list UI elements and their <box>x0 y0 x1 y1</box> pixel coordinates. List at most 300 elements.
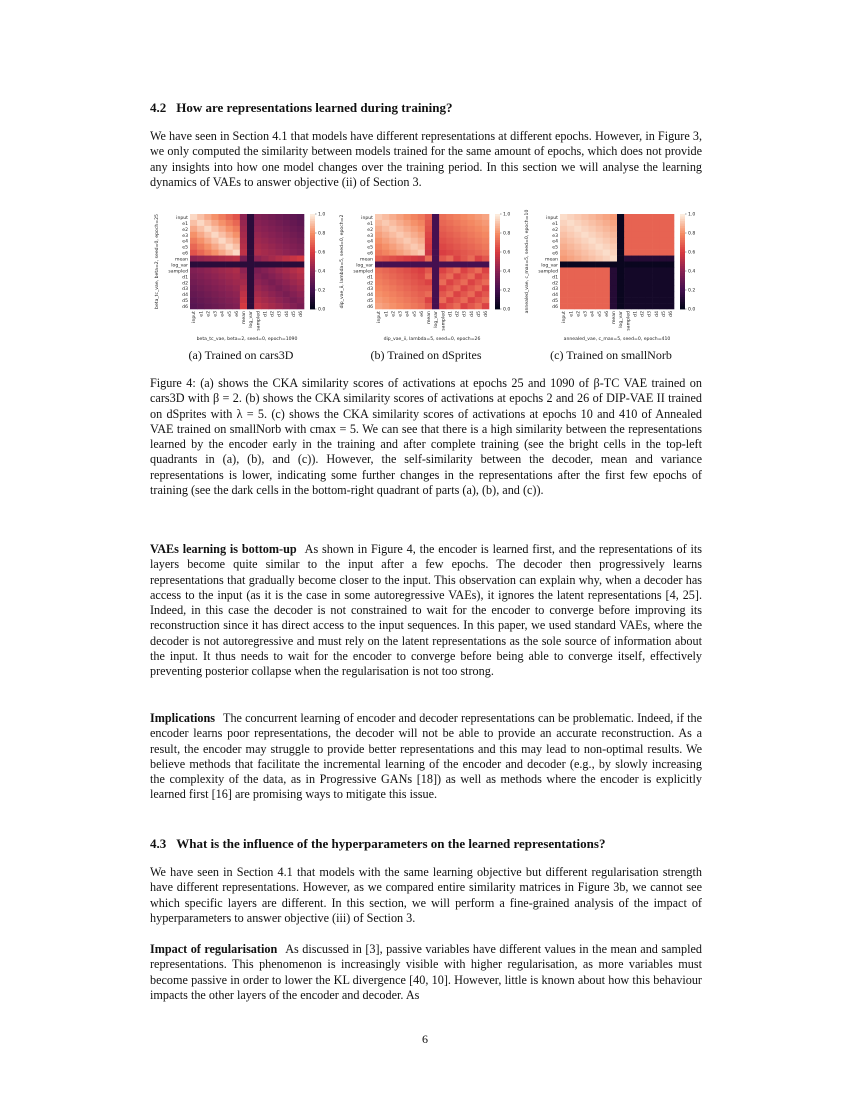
heatmap-cell <box>204 267 211 273</box>
heatmap-cell <box>624 291 631 297</box>
heatmap-cell <box>432 232 439 238</box>
heatmap-cell <box>425 303 432 309</box>
colorbar-segment <box>495 266 500 269</box>
heatmap-cell <box>653 220 660 226</box>
heatmap-cell <box>268 273 275 279</box>
heatmap-cell <box>197 291 204 297</box>
heatmap-cell <box>631 303 638 309</box>
heatmap-cell <box>446 256 453 262</box>
heatmap-cell <box>425 214 432 220</box>
heatmap-cell <box>610 267 617 273</box>
subcaption-a: (a) Trained on cars3D <box>188 348 294 362</box>
heatmap-cell <box>276 232 283 238</box>
row-tick-label: input <box>546 215 558 221</box>
heatmap-cell <box>219 244 226 250</box>
heatmap-cell <box>197 214 204 220</box>
heatmap-cell <box>211 297 218 303</box>
heatmap-cell <box>204 279 211 285</box>
colorbar-segment <box>680 283 685 286</box>
heatmap-cell <box>560 238 567 244</box>
heatmap-cell <box>219 291 226 297</box>
heatmap-cell <box>254 214 261 220</box>
heatmap-cell <box>233 267 240 273</box>
colorbar-segment <box>310 285 315 288</box>
heatmap-cell <box>240 256 247 262</box>
heatmap-cell <box>446 303 453 309</box>
heatmap-cell <box>453 291 460 297</box>
column-tick-label: e3 <box>398 311 404 317</box>
heatmap-cell <box>290 244 297 250</box>
heatmap-cell <box>638 262 645 268</box>
heatmap-cell <box>268 256 275 262</box>
colorbar-segment <box>310 228 315 231</box>
colorbar-segment <box>495 257 500 260</box>
heatmap-cell <box>589 238 596 244</box>
colorbar-segment <box>680 302 685 305</box>
heatmap-cell <box>660 291 667 297</box>
colorbar-segment <box>310 250 315 253</box>
heatmap-cell <box>382 262 389 268</box>
row-tick-label: d3 <box>367 287 373 293</box>
heatmap-cell <box>382 297 389 303</box>
colorbar-segment <box>310 295 315 298</box>
heatmap-cell <box>261 285 268 291</box>
heatmap-cell <box>396 285 403 291</box>
column-tick-label: sampled <box>626 311 632 331</box>
heatmap-cell <box>660 238 667 244</box>
heatmap-cell <box>389 244 396 250</box>
heatmap-cell <box>254 291 261 297</box>
row-tick-label: d4 <box>552 293 558 299</box>
heatmap-cell <box>574 267 581 273</box>
heatmap-cell <box>204 285 211 291</box>
column-tick-label: d1 <box>263 311 269 317</box>
heatmap-cell <box>404 226 411 232</box>
heatmap-cell <box>653 250 660 256</box>
heatmap-cell <box>610 226 617 232</box>
heatmap-cell <box>453 303 460 309</box>
colorbar-tick-label: 0.2 <box>503 288 511 294</box>
heatmap-cell <box>276 226 283 232</box>
colorbar-segment <box>495 276 500 279</box>
heatmap-cell <box>482 273 489 279</box>
column-tick-label: log_var <box>434 311 440 328</box>
heatmap-cell <box>247 291 254 297</box>
heatmap-cell <box>581 285 588 291</box>
colorbar-segment <box>310 243 315 246</box>
heatmap-cell <box>240 244 247 250</box>
heatmap-cell <box>589 303 596 309</box>
heatmap-cell <box>254 256 261 262</box>
heatmap-cell <box>660 244 667 250</box>
heatmap-cell <box>375 262 382 268</box>
heatmap-cell <box>204 262 211 268</box>
heatmap-cell <box>254 267 261 273</box>
heatmap-cell <box>261 279 268 285</box>
heatmap-cell <box>233 297 240 303</box>
heatmap-cell <box>560 232 567 238</box>
heatmap-cell <box>190 214 197 220</box>
column-tick-label: d4 <box>284 311 290 317</box>
section-title: How are representations learned during training? <box>176 100 453 115</box>
heatmap-cell <box>660 273 667 279</box>
heatmap-cell <box>382 279 389 285</box>
row-tick-label: d1 <box>182 275 188 281</box>
x-axis-label: beta_tc_vae, beta=2, seed=0, epoch=1090 <box>196 337 298 342</box>
heatmap-cell <box>290 279 297 285</box>
colorbar-tick-label: 0.0 <box>688 307 696 313</box>
heatmap-cell <box>581 267 588 273</box>
heatmap-cell <box>567 273 574 279</box>
heatmap-cell <box>240 285 247 291</box>
column-tick-label: d5 <box>661 311 667 317</box>
heatmap-cell <box>190 262 197 268</box>
heatmap-cell <box>411 303 418 309</box>
heatmap-cell <box>404 244 411 250</box>
heatmap-cell <box>297 267 304 273</box>
row-tick-label: e3 <box>182 233 188 239</box>
heatmap-cell <box>567 226 574 232</box>
heatmap-cell <box>290 262 297 268</box>
heatmap-cell <box>261 303 268 309</box>
heatmap-cell <box>396 238 403 244</box>
heatmap-cell <box>283 244 290 250</box>
colorbar-segment <box>310 307 315 310</box>
column-tick-label: log_var <box>249 311 255 328</box>
heatmap-cell <box>425 232 432 238</box>
heatmap-cell <box>439 226 446 232</box>
row-tick-label: d6 <box>552 305 558 310</box>
y-axis-label: dip_vae_ii, lambda=5, seed=0, epoch=2 <box>340 214 345 309</box>
heatmap-cell <box>190 297 197 303</box>
heatmap-cell <box>432 226 439 232</box>
heatmap-cell <box>268 297 275 303</box>
row-tick-label: d3 <box>182 287 188 293</box>
heatmap-cell <box>247 232 254 238</box>
heatmap-cell <box>574 291 581 297</box>
heatmap-cell <box>589 214 596 220</box>
heatmap-cell <box>247 297 254 303</box>
column-tick-label: d6 <box>299 311 305 317</box>
colorbar-tick-label: 0.0 <box>318 307 326 313</box>
heatmap-cell <box>574 214 581 220</box>
row-tick-label: sampled <box>538 269 558 275</box>
colorbar-segment <box>680 238 685 241</box>
heatmap-cell <box>631 297 638 303</box>
heatmap-cell <box>219 226 226 232</box>
heatmap-cell <box>290 291 297 297</box>
heatmap-cell <box>574 262 581 268</box>
heatmap-cell <box>297 279 304 285</box>
heatmap-cell <box>468 256 475 262</box>
heatmap-cell <box>204 303 211 309</box>
heatmap-cell <box>432 238 439 244</box>
heatmap-cell <box>211 226 218 232</box>
heatmap-cell <box>453 244 460 250</box>
heatmap-cell <box>560 214 567 220</box>
heatmap-cell <box>268 226 275 232</box>
colorbar-segment <box>310 304 315 307</box>
heatmap-cell <box>610 285 617 291</box>
heatmap-cell <box>596 291 603 297</box>
x-axis-label: annealed_vae, c_max=5, seed=0, epoch=410 <box>563 337 671 342</box>
section-title: What is the influence of the hyperparameters on the learned representations? <box>176 836 606 851</box>
heatmap-cell <box>226 285 233 291</box>
heatmap-cell <box>660 220 667 226</box>
heatmap-cell <box>624 214 631 220</box>
colorbar-tick-label: 0.4 <box>503 269 511 275</box>
column-tick-label: e5 <box>597 311 603 317</box>
heatmap-cell <box>653 244 660 250</box>
heatmap-cell <box>482 256 489 262</box>
heatmap-cell <box>283 285 290 291</box>
heatmap-cell <box>581 250 588 256</box>
heatmap-cell <box>396 232 403 238</box>
colorbar-segment <box>495 283 500 286</box>
heatmap-cell <box>375 232 382 238</box>
heatmap-cell <box>660 303 667 309</box>
heatmap-cell <box>197 238 204 244</box>
row-tick-label: e2 <box>182 227 188 233</box>
heatmap-cell <box>660 279 667 285</box>
colorbar-segment <box>495 224 500 227</box>
heatmap-cell <box>283 262 290 268</box>
heatmap-cell <box>461 250 468 256</box>
heatmap-cell <box>382 267 389 273</box>
heatmap-cell <box>446 226 453 232</box>
heatmap-cell <box>240 238 247 244</box>
heatmap-cell <box>240 297 247 303</box>
heatmap-cell <box>204 220 211 226</box>
heatmap-cell <box>482 262 489 268</box>
heatmap-cell <box>617 279 624 285</box>
heatmap-cell <box>233 291 240 297</box>
colorbar-segment <box>310 240 315 243</box>
heatmap-cell <box>574 256 581 262</box>
heatmap-cell <box>581 220 588 226</box>
heatmap-cell <box>411 279 418 285</box>
heatmap-cell <box>660 262 667 268</box>
heatmap-cell <box>276 303 283 309</box>
heatmap-cell <box>432 297 439 303</box>
heatmap-cell <box>418 267 425 273</box>
row-tick-label: d2 <box>182 281 188 287</box>
column-tick-label: d5 <box>291 311 297 317</box>
column-tick-label: sampled <box>441 311 447 331</box>
heatmap-cell <box>603 262 610 268</box>
colorbar-segment <box>310 252 315 255</box>
heatmap-cell <box>233 285 240 291</box>
heatmap-cell <box>375 250 382 256</box>
heatmap-cell <box>567 291 574 297</box>
row-tick-label: mean <box>174 257 188 263</box>
heatmap-cell <box>482 238 489 244</box>
heatmap-cell <box>297 226 304 232</box>
colorbar-segment <box>680 269 685 272</box>
heatmap-cell <box>211 238 218 244</box>
heatmap-cell <box>461 214 468 220</box>
heatmap-cell <box>396 279 403 285</box>
heatmap-cell <box>375 291 382 297</box>
heatmap-cell <box>482 214 489 220</box>
heatmap-cell <box>468 238 475 244</box>
colorbar-segment <box>310 278 315 281</box>
heatmap-cell <box>396 262 403 268</box>
heatmap-cell <box>638 214 645 220</box>
row-tick-label: e5 <box>367 245 373 251</box>
heatmap-cell <box>610 214 617 220</box>
heatmap-cell <box>211 250 218 256</box>
heatmap-cell <box>660 250 667 256</box>
heatmap-cell <box>446 232 453 238</box>
heatmap-cell <box>560 244 567 250</box>
heatmap-cell <box>596 279 603 285</box>
heatmap-cell <box>411 291 418 297</box>
heatmap-cell <box>624 267 631 273</box>
heatmap-cell <box>268 303 275 309</box>
heatmap-cell <box>596 285 603 291</box>
column-tick-label: e2 <box>576 311 582 317</box>
heatmap-cell <box>297 238 304 244</box>
heatmap-cell <box>461 238 468 244</box>
figure-panel-b <box>335 202 517 374</box>
heatmap-cell <box>233 273 240 279</box>
heatmap-cell <box>589 262 596 268</box>
heatmap-cell <box>432 303 439 309</box>
colorbar-segment <box>680 257 685 260</box>
heatmap-cell <box>653 238 660 244</box>
heatmap-cell <box>453 297 460 303</box>
heatmap-cell <box>276 291 283 297</box>
colorbar-tick-label: 0.4 <box>688 269 696 275</box>
heatmap-cell <box>204 214 211 220</box>
heatmap-cell <box>204 256 211 262</box>
heatmap-cell <box>624 244 631 250</box>
heatmap-cell <box>475 262 482 268</box>
heatmap-cell <box>560 250 567 256</box>
colorbar-tick-label: 0.8 <box>318 231 326 237</box>
heatmap-cell <box>596 232 603 238</box>
heatmap-cell <box>567 279 574 285</box>
heatmap-cell <box>268 250 275 256</box>
heatmap-cell <box>404 267 411 273</box>
colorbar-segment <box>680 247 685 250</box>
heatmap-cell <box>425 256 432 262</box>
colorbar-segment <box>495 307 500 310</box>
column-tick-label: d2 <box>455 311 461 317</box>
colorbar-tick-label: 0.0 <box>503 307 511 313</box>
heatmap-cell <box>660 267 667 273</box>
heatmap-cell <box>482 220 489 226</box>
heatmap-cell <box>425 226 432 232</box>
column-tick-label: e4 <box>405 311 411 317</box>
heatmap-cell <box>468 297 475 303</box>
heatmap-cell <box>446 250 453 256</box>
heatmap-cell <box>283 279 290 285</box>
heatmap-cell <box>468 303 475 309</box>
y-axis-label: beta_tc_vae, beta=2, seed=0, epoch=25 <box>155 214 160 309</box>
heatmap-cell <box>233 214 240 220</box>
heatmap-cell <box>581 291 588 297</box>
column-tick-label: e2 <box>391 311 397 317</box>
heatmap-cell <box>646 273 653 279</box>
colorbar-segment <box>495 300 500 303</box>
heatmap-cell <box>432 262 439 268</box>
heatmap-cell <box>261 250 268 256</box>
heatmap-cell <box>560 285 567 291</box>
heatmap-cell <box>482 303 489 309</box>
colorbar-segment <box>680 262 685 265</box>
heatmap-cell <box>411 285 418 291</box>
heatmap-cell <box>617 232 624 238</box>
heatmap-cell <box>211 291 218 297</box>
heatmap-cell <box>667 291 674 297</box>
colorbar-segment <box>680 240 685 243</box>
heatmap-cell <box>596 244 603 250</box>
heatmap-cell <box>631 291 638 297</box>
heatmap-cell <box>446 262 453 268</box>
heatmap-cell <box>610 262 617 268</box>
heatmap-cell <box>589 285 596 291</box>
heatmap-cell <box>404 291 411 297</box>
column-tick-label: e6 <box>234 311 240 317</box>
column-tick-label: e4 <box>220 311 226 317</box>
heatmap-cell <box>276 238 283 244</box>
heatmap-cell <box>382 256 389 262</box>
heatmap-cell <box>418 297 425 303</box>
heatmap-cell <box>667 214 674 220</box>
heatmap-cell <box>617 291 624 297</box>
heatmap-cell <box>411 214 418 220</box>
heatmap-cell <box>468 291 475 297</box>
heatmap-cell <box>581 273 588 279</box>
heatmap-cell <box>574 279 581 285</box>
heatmap-cell <box>461 279 468 285</box>
heatmap-cell <box>297 256 304 262</box>
heatmap-cell <box>581 214 588 220</box>
row-tick-label: e2 <box>367 227 373 233</box>
row-tick-label: e3 <box>367 233 373 239</box>
column-tick-label: d6 <box>484 311 490 317</box>
heatmap-cell <box>617 250 624 256</box>
colorbar-segment <box>680 224 685 227</box>
heatmap-cell <box>240 232 247 238</box>
colorbar-segment <box>310 245 315 248</box>
heatmap-cell <box>631 232 638 238</box>
heatmap-cell <box>574 238 581 244</box>
heatmap-cell <box>190 279 197 285</box>
heatmap-cell <box>389 232 396 238</box>
heatmap-cell <box>567 250 574 256</box>
heatmap-cell <box>219 238 226 244</box>
heatmap-cell <box>219 250 226 256</box>
heatmap-cell <box>219 279 226 285</box>
heatmap-cell <box>226 214 233 220</box>
heatmap-cell <box>646 232 653 238</box>
heatmap-cell <box>468 220 475 226</box>
heatmap-cell <box>631 285 638 291</box>
row-tick-label: d2 <box>367 281 373 287</box>
heatmap-cell <box>261 262 268 268</box>
heatmap-cell <box>268 285 275 291</box>
heatmap-cell <box>638 297 645 303</box>
row-tick-label: sampled <box>353 269 373 275</box>
colorbar-segment <box>495 216 500 219</box>
heatmap-cell <box>247 285 254 291</box>
heatmap-cell <box>468 279 475 285</box>
page-number: 6 <box>422 1032 428 1046</box>
heatmap-cell <box>660 226 667 232</box>
